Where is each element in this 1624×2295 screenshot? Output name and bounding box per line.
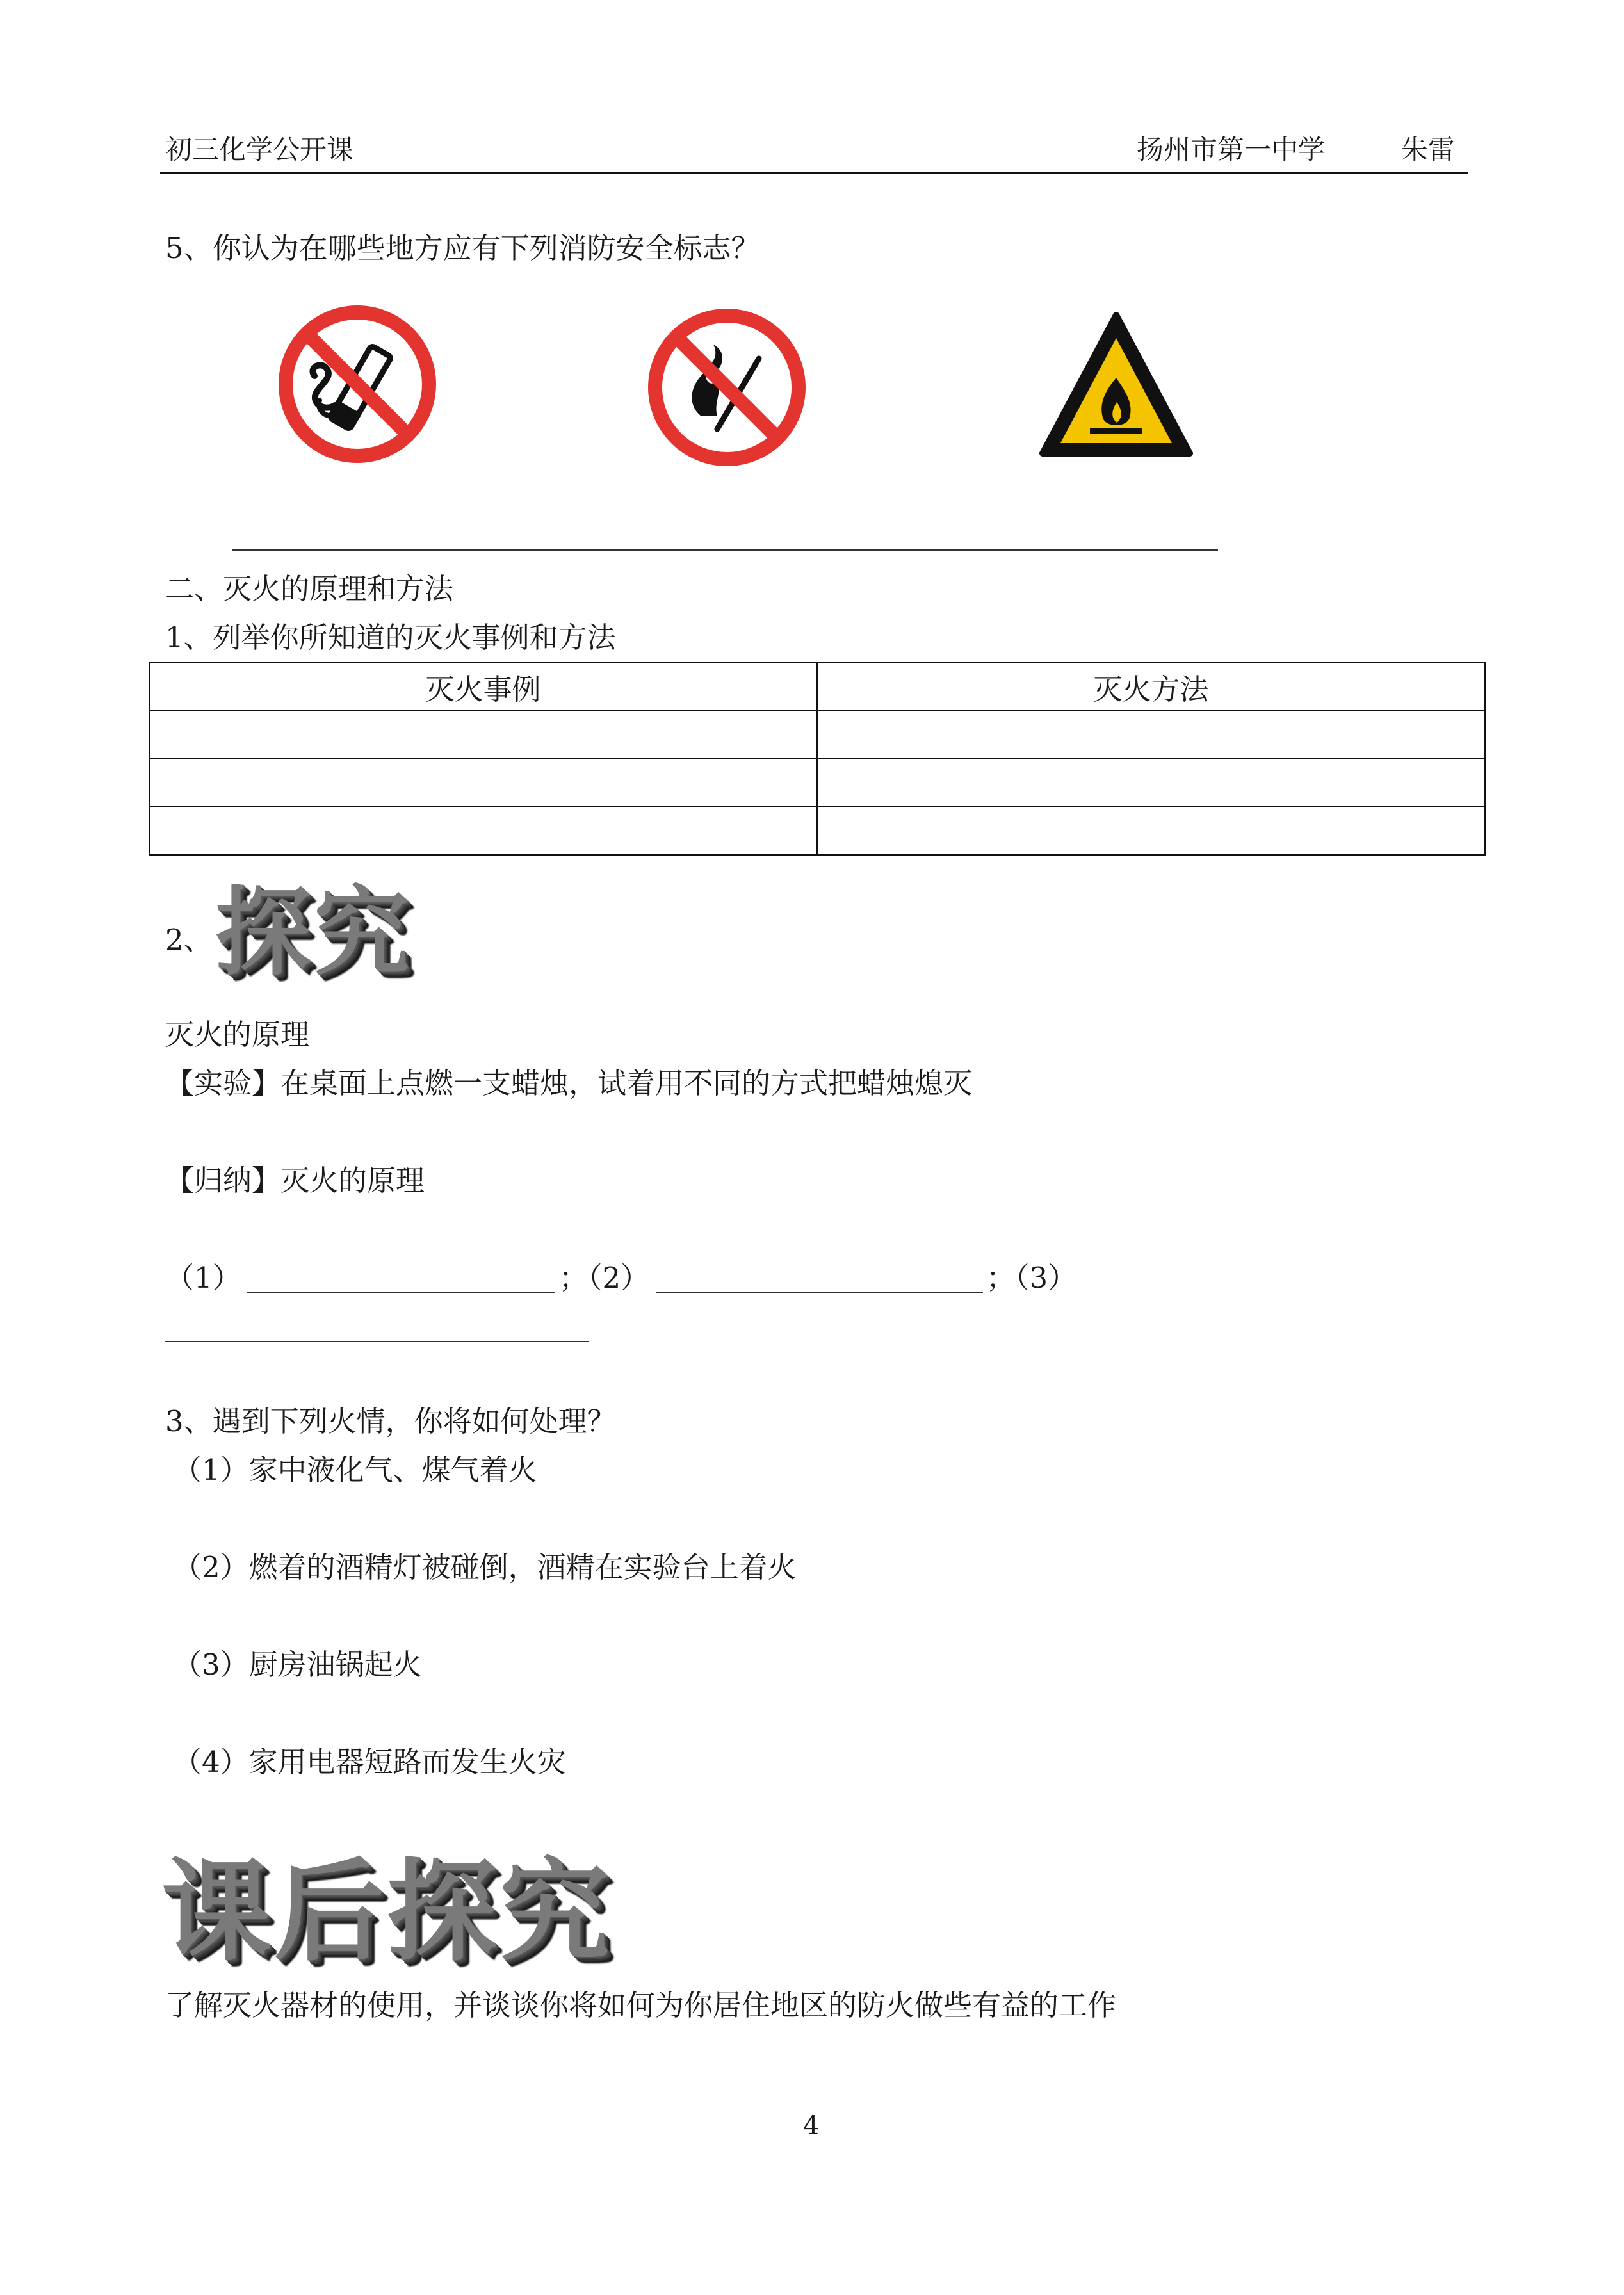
header-teacher: 朱雷 [1401,134,1456,165]
question-2-1: 1、列举你所知道的灭火事例和方法 [165,620,616,654]
table-cell[interactable] [149,759,817,807]
table-header: 灭火事例 [149,663,817,711]
after-class-text: 了解灭火器材的使用，并谈谈你将如何为你居住地区的防火做些有益的工作 [165,1988,1117,2022]
section-2-title: 二、灭火的原理和方法 [165,572,454,606]
experiment-text: 【实验】在桌面上点燃一支蜡烛，试着用不同的方式把蜡烛熄灭 [165,1066,973,1100]
answer-blank-1[interactable] [247,1292,555,1293]
list-item: （4）家用电器短路而发生火灾 [173,1745,566,1779]
header-rule [160,172,1468,174]
table-row [149,759,1485,807]
table-row [149,711,1485,759]
answer-blank-2[interactable] [656,1292,983,1293]
blank-label-1: （1） [165,1261,241,1295]
table-row [149,807,1485,855]
no-smoking-icon [277,304,437,464]
question-3: 3、遇到下列火情，你将如何处理？ [165,1404,616,1438]
table-cell[interactable] [149,711,817,759]
table-cell[interactable] [817,759,1485,807]
header-course: 初三化学公开课 [165,134,354,165]
table-cell[interactable] [149,807,817,855]
header-school: 扬州市第一中学 [1137,134,1326,165]
page-number: 4 [803,2111,820,2141]
answer-blank-3[interactable] [165,1341,589,1342]
fire-examples-table [149,662,1486,856]
list-item: （2）燃着的酒精灯被碰倒，酒精在实验台上着火 [173,1550,797,1584]
table-cell[interactable] [817,807,1485,855]
table-header: 灭火方法 [817,663,1485,711]
summary-text: 【归纳】灭火的原理 [165,1164,425,1197]
list-item: （1）家中液化气、煤气着火 [173,1453,537,1487]
answer-blank-signs[interactable] [232,549,1218,551]
blank-label-3: ；（3） [986,1261,1077,1295]
list-item: （3）厨房油锅起火 [173,1648,422,1682]
explore-heading: 探究 [215,877,413,989]
question-5: 5、你认为在哪些地方应有下列消防安全标志？ [165,231,760,265]
flammable-warning-icon [1036,307,1196,467]
no-open-flame-icon [647,307,807,467]
after-class-heading: 课后探究 [161,1847,612,1976]
table-cell[interactable] [817,711,1485,759]
blank-label-2: ；（2） [559,1261,650,1295]
question-2-2-prefix: 2、 [165,923,213,957]
principle-title: 灭火的原理 [165,1018,310,1051]
